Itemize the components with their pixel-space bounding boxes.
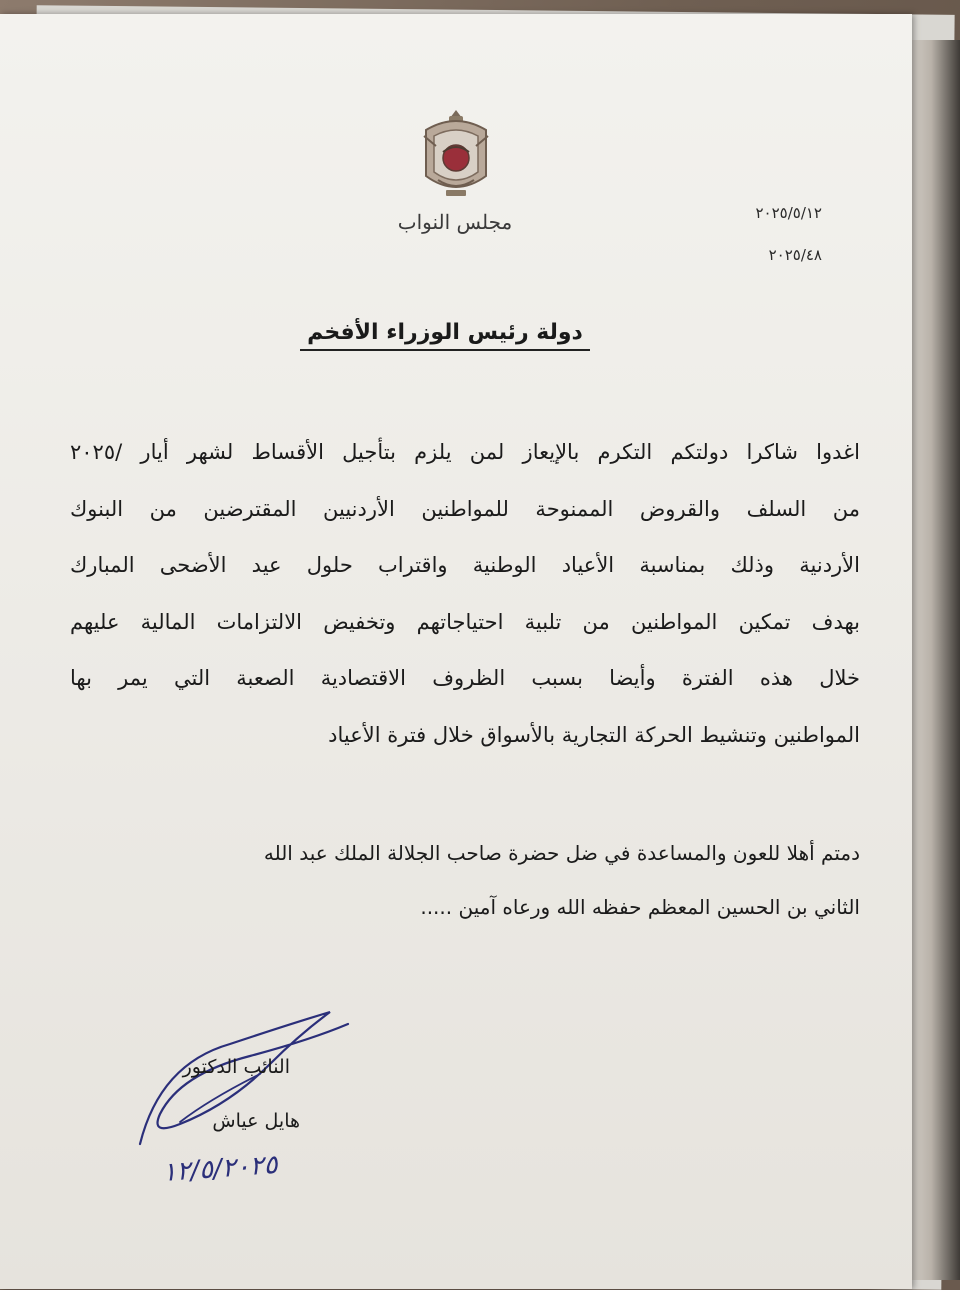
body-line: المواطنين وتنشيط الحركة التجارية بالأسواق خلال فترة الأعياد	[328, 722, 860, 747]
closing-line: دمتم أهلا للعون والمساعدة في ضل حضرة صاحب الجلالة الملك عبد الله	[263, 841, 860, 865]
body-line: من السلف والقروض الممنوحة للمواطنين الأردنيين المقترضين من البنوك	[70, 496, 860, 521]
coat-of-arms-emblem	[416, 106, 496, 206]
letter-body	[70, 424, 860, 763]
body-line: الأردنية وذلك بمناسبة الأعياد الوطنية واقتراب حلول عيد الأضحى المبارك	[70, 553, 860, 577]
reference-number: ٢٠٢٥/٤٨	[768, 246, 822, 264]
council-name-calligraphy: مجلس النواب	[397, 210, 513, 234]
closing-line: الثاني بن الحسين المعظم حفظه الله ورعاه آمين .....	[420, 895, 860, 919]
letter-date: ٢٠٢٥/٥/١٢	[755, 204, 822, 222]
handwritten-date: ١٢/٥/٢٠٢٥	[161, 1150, 279, 1188]
body-line: بهدف تمكين المواطنين من تلبية احتياجاتهم وتخفيض الالتزامات المالية عليهم	[70, 609, 860, 634]
signatory-name: هايل عياش	[212, 1110, 300, 1132]
handwritten-signature	[120, 1004, 360, 1174]
body-line: خلال هذه الفترة وأيضا بسبب الظروف الاقتصادية الصعبة التي يمر بها	[70, 666, 860, 690]
closing-paragraph	[263, 826, 860, 934]
paper-stack-edge	[912, 40, 960, 1280]
signatory-title: النائب الدكتور	[182, 1056, 290, 1078]
letter-page	[0, 14, 912, 1289]
body-line: اغدوا شاكرا دولتكم التكرم بالإيعاز لمن يلزم بتأجيل الأقساط لشهر أيار /٢٠٢٥	[70, 440, 860, 464]
addressee-heading: دولة رئيس الوزراء الأفخم	[300, 320, 590, 351]
